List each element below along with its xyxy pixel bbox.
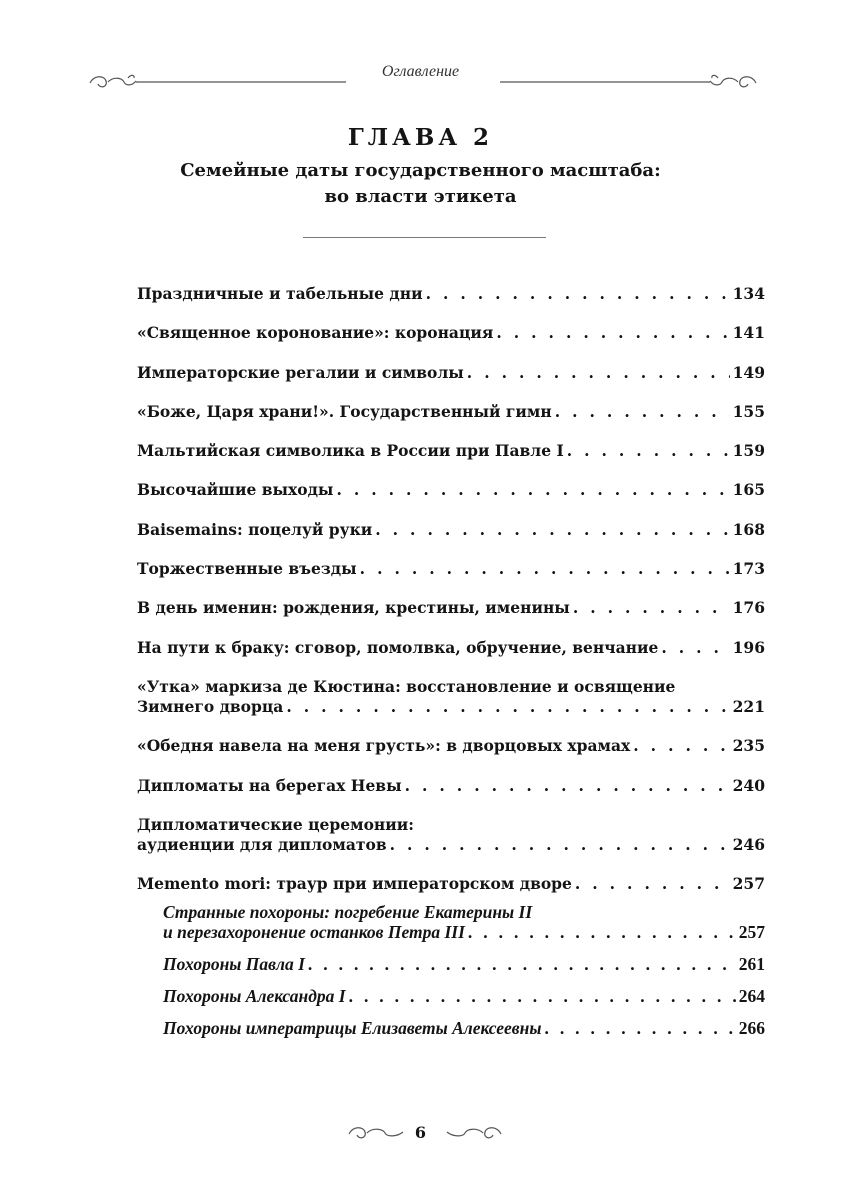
- toc-subentry-page: 264: [738, 986, 765, 1007]
- dot-leader: [375, 520, 729, 540]
- toc-entry-title-line: Дипломатические церемонии:: [137, 814, 414, 834]
- toc-entry-title: Дипломаты на берегах Невы: [137, 775, 402, 795]
- toc-subentry-last-line: [163, 922, 765, 942]
- toc-entry-title: Baisemains: поцелуй руки: [137, 519, 373, 539]
- toc-entry-title: «Обедня навела на меня грусть»: в дворцовых храмах: [137, 736, 631, 756]
- toc-entry: [137, 402, 765, 422]
- toc-entry: [137, 284, 765, 304]
- toc-entry: [137, 323, 765, 343]
- toc-entry-last-line: [137, 835, 765, 855]
- toc-entry-title-line: Зимнего дворца: [137, 696, 284, 716]
- dot-leader: [349, 986, 736, 1006]
- toc-entry: [137, 520, 765, 540]
- toc-entry-page: 257: [732, 874, 765, 894]
- dot-leader: [468, 922, 736, 942]
- dot-leader: [308, 954, 736, 974]
- chapter-title-line: Семейные даты государственного масштаба:: [180, 160, 661, 181]
- toc-subentry-title-line: Странные похороны: погребение Екатерины II: [163, 902, 533, 923]
- toc-subentry-title: Похороны Александра I: [163, 986, 346, 1007]
- toc-entry-page: 246: [732, 834, 765, 854]
- toc-entry-title: Мальтийская символика в России при Павле I: [137, 441, 564, 461]
- table-of-contents: [137, 284, 765, 1050]
- toc-entry-title: «Боже, Царя храни!». Государственный гимн: [137, 401, 552, 421]
- dot-leader: [405, 776, 730, 796]
- toc-entry-page: 196: [732, 637, 765, 657]
- toc-entry-title-line: «Утка» маркиза де Кюстина: восстановление и освящение: [137, 676, 676, 696]
- dot-leader: [661, 638, 729, 658]
- toc-subentry-page: 257: [738, 922, 765, 943]
- toc-entry: [137, 559, 765, 579]
- toc-subentry-title: Похороны императрицы Елизаветы Алексеевны: [163, 1018, 542, 1039]
- toc-entry-page: 155: [732, 401, 765, 421]
- toc-entry: [137, 874, 765, 894]
- toc-entry: [137, 736, 765, 756]
- chapter-title: [0, 158, 841, 210]
- toc-entry: [137, 638, 765, 658]
- toc-subentry: [137, 1018, 765, 1038]
- toc-entry-title: «Священное коронование»: коронация: [137, 323, 494, 343]
- toc-entry: [137, 480, 765, 500]
- toc-subentry-page: 266: [738, 1018, 765, 1039]
- toc-entry-title-line: аудиенции для дипломатов: [137, 834, 387, 854]
- dot-leader: [390, 835, 730, 855]
- toc-entry: [137, 363, 765, 383]
- toc-entry-last-line: [137, 697, 765, 717]
- toc-entry-title: Высочайшие выходы: [137, 480, 334, 500]
- chapter-number: ГЛАВА 2: [347, 124, 494, 151]
- toc-subentry: [137, 954, 765, 974]
- toc-entry-page: 165: [732, 480, 765, 500]
- toc-subentry-title-line: и перезахоронение останков Петра III: [163, 922, 465, 943]
- toc-entry: [137, 815, 765, 855]
- toc-entry-page: 176: [732, 598, 765, 618]
- toc-subentry: [137, 902, 765, 942]
- toc-entry-page: 149: [732, 362, 765, 382]
- toc-entry-title: Memento mori: траур при императорском дворе: [137, 874, 572, 894]
- toc-entry: [137, 441, 765, 461]
- dot-leader: [467, 363, 730, 383]
- toc-entry: [137, 598, 765, 618]
- toc-entry-title: В день именин: рождения, крестины, именины: [137, 598, 570, 618]
- toc-entry-page: 134: [732, 284, 765, 303]
- toc-entry-page: 141: [732, 323, 765, 343]
- page-number: 6: [414, 1123, 427, 1142]
- toc-entry-title: Торжественные въезды: [137, 559, 357, 579]
- dot-leader: [573, 598, 730, 618]
- dot-leader: [575, 874, 730, 894]
- dot-leader: [336, 480, 729, 500]
- dot-leader: [286, 697, 729, 717]
- dot-leader: [426, 284, 730, 304]
- toc-subentry-page: 261: [738, 954, 765, 975]
- dot-leader: [555, 402, 730, 422]
- toc-entry: [137, 677, 765, 717]
- toc-entry-page: 235: [732, 736, 765, 756]
- dot-leader: [567, 441, 730, 461]
- dot-leader: [496, 323, 729, 343]
- toc-entry-page: 168: [732, 519, 765, 539]
- toc-subentry-title: Похороны Павла I: [163, 954, 305, 975]
- dot-leader: [544, 1018, 735, 1038]
- toc-subentry: [137, 986, 765, 1006]
- toc-entry-page: 159: [732, 441, 765, 461]
- dot-leader: [360, 559, 730, 579]
- chapter-title-line: во власти этикета: [324, 186, 517, 207]
- dot-leader: [633, 736, 729, 756]
- toc-entry-title: На пути к браку: сговор, помолвка, обручение, венчание: [137, 637, 659, 657]
- toc-entry-page: 240: [732, 775, 765, 795]
- title-divider: [303, 237, 546, 238]
- toc-entry: [137, 776, 765, 796]
- toc-entry-page: 221: [732, 696, 765, 716]
- toc-entry-title: Праздничные и табельные дни: [137, 284, 423, 303]
- running-head: Оглавление: [381, 63, 460, 80]
- toc-entry-page: 173: [732, 559, 765, 579]
- toc-entry-title: Императорские регалии и символы: [137, 362, 464, 382]
